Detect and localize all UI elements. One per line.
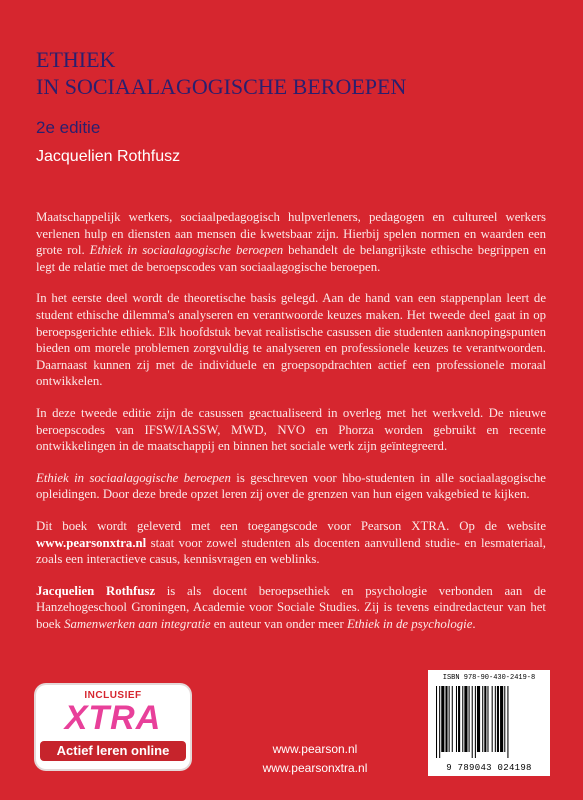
blurb-paragraph-5: Dit boek wordt geleverd met een toegangscode voor Pearson XTRA. Op de website www.pearsonxtra.nl staat voor zowel studenten als docenten aanvullend studie- en lesmateriaal, zoals een interactieve casus, kennisvragen en weblinks. xyxy=(36,518,546,567)
barcode-digits: 9 789043 024198 xyxy=(446,763,532,773)
xtra-inclusief-label: INCLUSIEF xyxy=(84,690,142,701)
pearsonxtra-url[interactable]: www.pearsonxtra.nl xyxy=(262,761,368,775)
blurb-paragraph-3: In deze tweede editie zijn de casussen geactualiseerd in overleg met het werkveld. De nieuwe beroepscodes van IFSW/IASSW, MWD, NVO en Phorza worden gebruikt en recente ontwikkelingen in de maatschappij en binnen het sociale werk zijn geïntegreerd. xyxy=(36,405,546,454)
blurb-paragraph-2: In het eerste deel wordt de theoretische basis gelegd. Aan de hand van een stappenplan leert de student ethische dilemma's analyseren en verantwoorde keuzes maken. Het tweede deel gaat in op beroepsgerichte ethiek. Elk hoofdstuk bevat realistische casussen die studenten aanknopingspunten bieden om morele problemen zorgvuldig te analyseren en professionele keuzes te verantwoorden. Daarnaast kunnen zij met de individuele en groepsopdrachten actief een professionele moraal ontwikkelen. xyxy=(36,291,546,389)
xtra-tagline: Actief leren online xyxy=(40,741,186,761)
blurb-paragraph-4: Ethiek in sociaalagogische beroepen is geschreven voor hbo-studenten in alle sociaalagogische opleidingen. Door deze brede opzet leren zij over de grenzen van hun eigen vakgebied te kijken. xyxy=(36,470,546,502)
publisher-urls xyxy=(250,740,380,778)
barcode-box xyxy=(428,670,550,776)
title-line-1: ETHIEK xyxy=(36,47,116,72)
title-line-2: IN SOCIAALAGOGISCHE BEROEPEN xyxy=(36,74,407,99)
book-title xyxy=(36,46,406,100)
blurb-paragraph-1: Maatschappelijk werkers, sociaalpedagogisch hulpverleners, pedagogen en cultureel werkers verlenen hulp en diensten aan mensen die kwetsbaar zijn. Hierbij spelen normen en waarden een grote rol. Ethiek in sociaalagogische beroepen behandelt de belangrijkste ethische begrippen en legt de relatie met de beroepscodes van sociaalagogische beroepen. xyxy=(36,210,547,274)
edition-label: 2e editie xyxy=(36,118,101,137)
pearson-url[interactable]: www.pearson.nl xyxy=(272,742,358,756)
author-name: Jacquelien Rothfusz xyxy=(36,148,181,165)
isbn-label: ISBN 978-90-430-2419-8 xyxy=(442,674,536,682)
barcode-icon xyxy=(436,686,542,758)
xtra-badge xyxy=(36,685,190,769)
author-bio: Jacquelien Rothfusz is als docent beroepsethiek en psychologie verbonden aan de Hanzehogeschool Groningen, Academie voor Sociale Studies. Zij is tevens eindredacteur van het boek Samenwerken aan integratie en auteur van onder meer Ethiek in de psychologie. xyxy=(36,583,546,631)
xtra-logo: XTRA xyxy=(64,699,162,737)
blurb xyxy=(36,209,546,647)
website-link[interactable]: www.pearsonxtra.nl xyxy=(36,535,147,550)
